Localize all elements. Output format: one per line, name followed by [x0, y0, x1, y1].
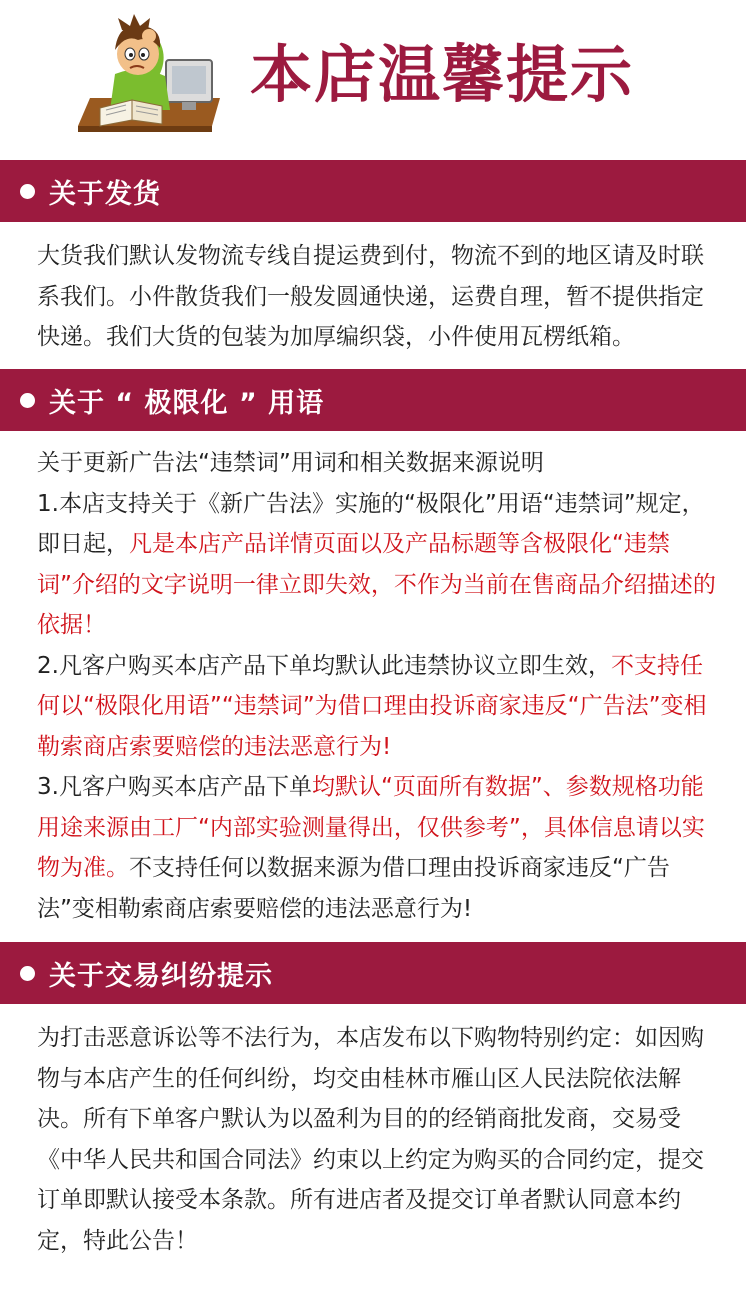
extreme-item-2	[37, 646, 717, 768]
section-title-extreme-terms: 关于 “ 极限化 ” 用语	[49, 387, 325, 419]
extreme-intro: 关于更新广告法“违禁词”用词和相关数据来源说明	[37, 450, 544, 476]
item-1-highlight: 凡是本店产品详情页面以及产品标题等含极限化“违禁词”介绍的文字说明一律立即失效，不作为当前在售商品介绍描述的依据！	[37, 531, 716, 638]
page-title: 本店温馨提示	[250, 38, 635, 111]
extreme-item-3	[37, 767, 717, 929]
extreme-terms-text	[37, 443, 717, 929]
shipping-text	[37, 236, 717, 358]
dispute-text	[37, 1018, 717, 1261]
section-header-dispute	[0, 942, 746, 1004]
section-title-dispute: 关于交易纠纷提示	[49, 960, 273, 992]
bullet-icon	[20, 184, 35, 199]
item-3-highlight: 均默认“页面所有数据”、参数规格功能用途来源由工厂“内部实验测量得出，仅供参考”，具体信息请以实物为准。	[37, 774, 705, 881]
item-3-text: 3.凡客户购买本店产品下单	[37, 774, 312, 800]
item-2-text: 2.凡客户购买本店产品下单均默认此违禁协议立即生效，	[37, 652, 611, 679]
header	[0, 0, 750, 160]
dispute-paragraph: 为打击恶意诉讼等不法行为，本店发布以下购物特别约定：如因购物与本店产生的任何纠纷，均交由桂林市雁山区人民法院依法解决。所有下单客户默认为以盈利为目的的经销商批发商，交易受《中华人民共和国合同法》约束以上约定为购买的合同约定，提交订单即默认接受本条款。所有进店者及提交订单者默认同意本约定，特此公告！	[37, 1025, 704, 1254]
item-3-text-tail: 不支持任何以数据来源为借口理由投诉商家违反“广告法”变相勒索商店索要赔偿的违法恶意行为!	[37, 855, 670, 922]
extreme-item-1	[37, 484, 717, 646]
bullet-icon	[20, 393, 35, 408]
bullet-icon	[20, 966, 35, 981]
section-header-extreme-terms	[0, 369, 746, 431]
item-2-highlight: 不支持任何以“极限化用语”“违禁词”为借口理由投诉商家违反“广告法”变相勒索商店索要赔偿的违法恶意行为!	[37, 652, 707, 760]
shipping-paragraph: 大货我们默认发物流专线自提运费到付，物流不到的地区请及时联系我们。小件散货我们一般发圆通快递，运费自理，暂不提供指定快递。我们大货的包装为加厚编织袋，小件使用瓦楞纸箱。	[37, 243, 704, 350]
section-header-shipping	[0, 160, 746, 222]
boy-reading-at-computer-icon	[70, 14, 220, 132]
item-1-text: 1.本店支持关于《新广告法》实施的“极限化”用语“违禁词”规定，即日起，	[37, 490, 705, 557]
section-title-shipping: 关于发货	[49, 178, 161, 210]
